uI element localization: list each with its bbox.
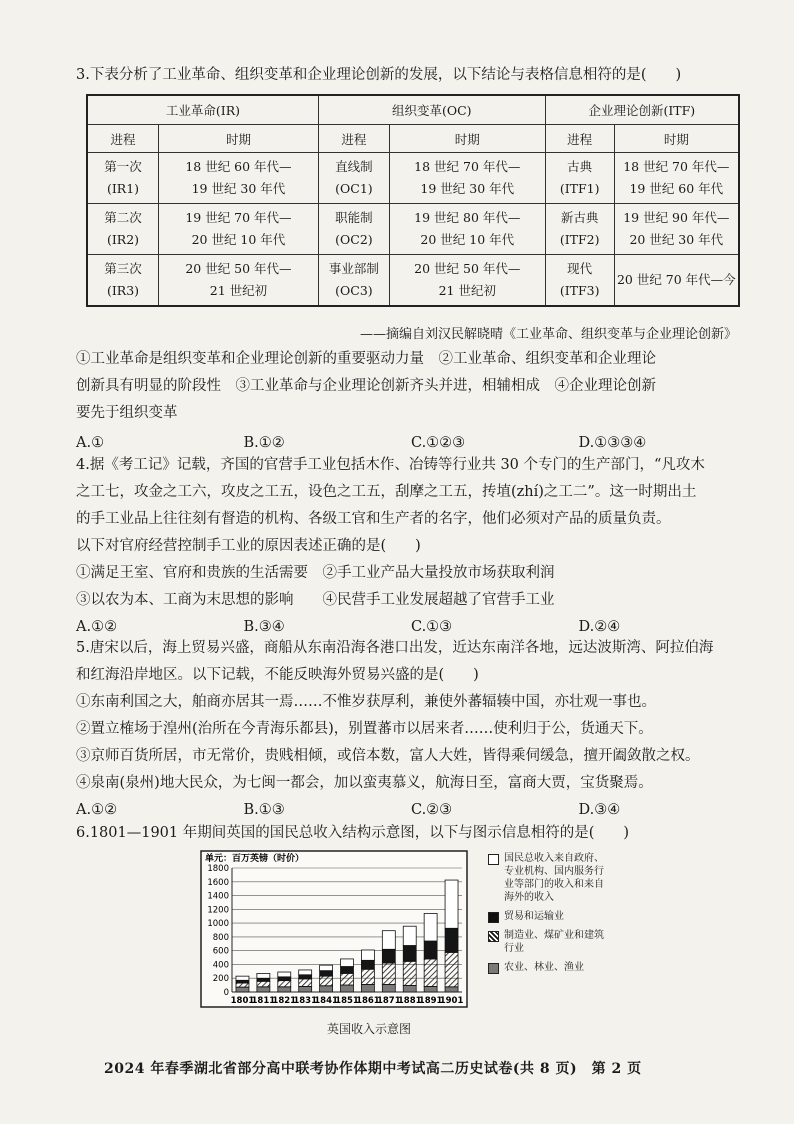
table-cell: 20 世纪 70 年代—今 [614,255,739,307]
table-cell: 19 世纪 80 年代— 20 世纪 10 年代 [389,204,545,255]
q3-stem: 3.下表分析了工业革命、组织变革和企业理论创新的发展，以下结论与表格信息相符的是( ) [76,67,682,83]
chart-caption: 英国收入示意图 [327,1022,412,1036]
option-c[interactable]: C.①②③ [411,435,466,451]
bar-segment [299,986,312,992]
bar-segment [320,986,333,992]
bar-segment [278,987,291,992]
option-b[interactable]: B.①② [243,435,285,451]
bar-segment [278,972,291,977]
table-group-header: 组织变革(OC) [318,95,545,125]
bar-segment [424,913,437,941]
x-tick-label: 1871 [376,996,401,1006]
bar-segment [382,963,395,984]
table-sub-header: 时期 [614,125,739,153]
bar-segment [320,971,333,977]
bar-segment [257,978,270,981]
y-tick-label: 400 [212,960,229,971]
question-5: 5.唐宋以后，海上贸易兴盛，商船从东南沿海各港口出发，近达东南洋各地，远达波斯湾、阿拉伯海 和红海沿岸地区。以下记载，不能反映海外贸易兴盛的是( ) ①东南利国之大，舶商亦居其一焉……不惟岁获厚利，兼使外蕃辐辏中国，亦壮观一事也。 ②置立榷场于湟州(治所在今青海乐都县)，别置蕃市以居来者……使利归于公，货通天下。 ③京师百货所居，市无常价，贵贱相倾，或倍本数，富人大姓，皆得乘伺缓急，擅开阖敛散之权。 ④泉南(泉州)地大民众，为七闽一都会，加以蛮夷慕义，航海日至，富商大贾，宝货聚焉。 A.①② B.①③ C.②③ D.③④ [76,635,746,824]
y-tick-label: 1000 [207,919,229,930]
table-row [87,204,739,255]
bar-segment [403,946,416,962]
x-tick-label: 1861 [356,996,380,1006]
bar-segment [341,967,354,974]
table-cell: 18 世纪 60 年代— 19 世纪 30 年代 [159,153,319,204]
table-cell: 18 世纪 70 年代— 19 世纪 30 年代 [389,153,545,204]
question-4: 4.据《考工记》记载，齐国的官营手工业包括木作、冶铸等行业共 30 个专门的生产部门，“凡攻木 之工七，攻金之工六，攻皮之工五，设色之工五，刮摩之工五，抟埴(zhí)之工二”。这一时期出土 的手工业品上往往刻有督造的机构、各级工官和生产者的名字，他们必须对产品的质量负责。 以下对官府经营控制手工业的原因表述正确的是( ) ①满足王室、官府和贵族的生活需要 ②手工业产品大量投放市场获取利润 ③以农为本、工商为末思想的影响 ④民营手工业发展超越了官营手工业 A.①② B.③④ C.①③ D.②④ [76,452,746,641]
bar-segment [320,976,333,986]
chart-legend [488,852,608,980]
bar-segment [403,961,416,985]
table-cell: 直线制 (OC1) [318,153,389,204]
bar-segment [341,973,354,985]
table-cell: 19 世纪 90 年代— 20 世纪 30 年代 [614,204,739,255]
bar-segment [236,976,249,980]
bar-segment [341,985,354,992]
bar-segment [361,950,374,960]
bar-segment [382,984,395,992]
comparison-table [86,94,740,307]
bar-segment [361,960,374,969]
bar-segment [424,959,437,987]
bar-segment [445,880,458,928]
table-cell: 20 世纪 50 年代— 21 世纪初 [159,255,319,307]
bar-segment [445,952,458,986]
legend-item: 国民总收入来自政府、专业机构、国内服务行业等部门的收入和来自海外的收入 [488,852,608,904]
option-a[interactable]: A.①② [76,802,118,818]
table-cell: 第二次 (IR2) [87,204,159,255]
bar-segment [403,985,416,992]
bar-segment [236,980,249,983]
bar-segment [382,931,395,950]
x-tick-label: 1901 [439,996,464,1006]
y-tick-label: 1800 [207,864,229,874]
x-tick-label: 1801 [230,996,255,1006]
q3-statements: ①工业革命是组织变革和企业理论创新的重要驱动力量 ②工业革命、组织变革和企业理论 创新具有明显的阶段性 ③工业革命与企业理论创新齐头并进，相辅相成 ④企业理论创新 要先于组织变革 A.① B.①② C.①②③ D.①③③④ [76,346,746,457]
option-a[interactable]: A.①② [76,619,118,635]
x-tick-label: 1821 [272,996,297,1006]
x-tick-label: 1891 [418,996,443,1006]
option-d[interactable]: D.②④ [578,619,621,635]
y-tick-label: 200 [212,974,229,985]
bar-segment [257,973,270,978]
chart-unit-label: 单元：百万英镑（时价） [205,854,305,864]
option-b[interactable]: B.③④ [243,619,285,635]
table-sub-header: 时期 [159,125,319,153]
y-tick-label: 1400 [207,891,229,902]
table-cell: 现代 (ITF3) [545,255,614,307]
y-tick-label: 800 [212,932,229,943]
x-tick-label: 1851 [335,996,359,1006]
bar-segment [320,965,333,971]
bar-segment [361,969,374,984]
table-cell: 19 世纪 70 年代— 20 世纪 10 年代 [159,204,319,255]
table-sub-header: 进程 [318,125,389,153]
y-tick-label: 1200 [207,905,229,916]
legend-swatch-hatch [488,931,499,942]
table-row [87,255,739,307]
bar-segment [445,987,458,992]
bar-segment [236,987,249,992]
option-b[interactable]: B.①③ [243,802,285,818]
bar-segment [424,941,437,959]
table-row [87,153,739,204]
table-cell: 职能制 (OC2) [318,204,389,255]
option-a[interactable]: A.① [76,435,105,451]
bar-segment [278,981,291,987]
legend-swatch-white [488,854,499,865]
x-tick-label: 1881 [397,996,422,1006]
table-cell: 古典 (ITF1) [545,153,614,204]
table-sub-header: 进程 [87,125,159,153]
bar-segment [299,975,312,979]
bar-segment [445,928,458,952]
legend-swatch-gray [488,963,499,974]
x-tick-label: 1841 [314,996,338,1006]
table-sub-header: 进程 [545,125,614,153]
table-cell: 事业部制 (OC3) [318,255,389,307]
question-6: 6.1801—1901 年期间英国的国民总收入结构示意图，以下与图示信息相符的是( ) [76,825,630,841]
option-d[interactable]: D.①③③④ [578,435,647,451]
bar-segment [257,987,270,992]
table-cell: 第三次 (IR3) [87,255,159,307]
table-sub-header: 时期 [389,125,545,153]
bar-segment [257,981,270,987]
legend-item: 制造业、煤矿业和建筑行业 [488,929,608,955]
legend-item: 贸易和运输业 [488,910,608,923]
table-cell: 18 世纪 70 年代— 19 世纪 60 年代 [614,153,739,204]
bar-segment [424,986,437,992]
y-tick-label: 600 [212,946,229,957]
table-cell: 新古典 (ITF2) [545,204,614,255]
legend-item: 农业、林业、渔业 [488,961,608,974]
option-c[interactable]: C.②③ [411,802,453,818]
bar-segment [361,984,374,992]
bar-segment [299,979,312,987]
x-tick-label: 1811 [251,996,276,1006]
income-chart [200,850,470,1010]
table-cell: 第一次 (IR1) [87,153,159,204]
bar-segment [236,983,249,987]
option-d[interactable]: D.③④ [578,802,621,818]
bar-segment [403,926,416,945]
bar-segment [278,977,291,981]
bar-segment [299,970,312,975]
table-group-header: 工业革命(IR) [87,95,318,125]
legend-swatch-black [488,912,499,923]
y-tick-label: 1600 [207,877,229,888]
table-source: ——摘编自刘汉民解晓晴《工业革命、组织变革与企业理论创新》 [360,327,738,342]
page-footer: 2024 年春季湖北省部分高中联考协作体期中考试高二历史试卷(共 8 页) 第 2 页 [104,1061,642,1077]
option-c[interactable]: C.①③ [411,619,453,635]
x-tick-label: 1831 [293,996,318,1006]
table-group-header: 企业理论创新(ITF) [545,95,739,125]
bar-segment [382,949,395,963]
question-3 [76,62,746,89]
bar-segment [341,959,354,967]
table-cell: 20 世纪 50 年代— 21 世纪初 [389,255,545,307]
y-tick-label: 0 [223,988,229,998]
